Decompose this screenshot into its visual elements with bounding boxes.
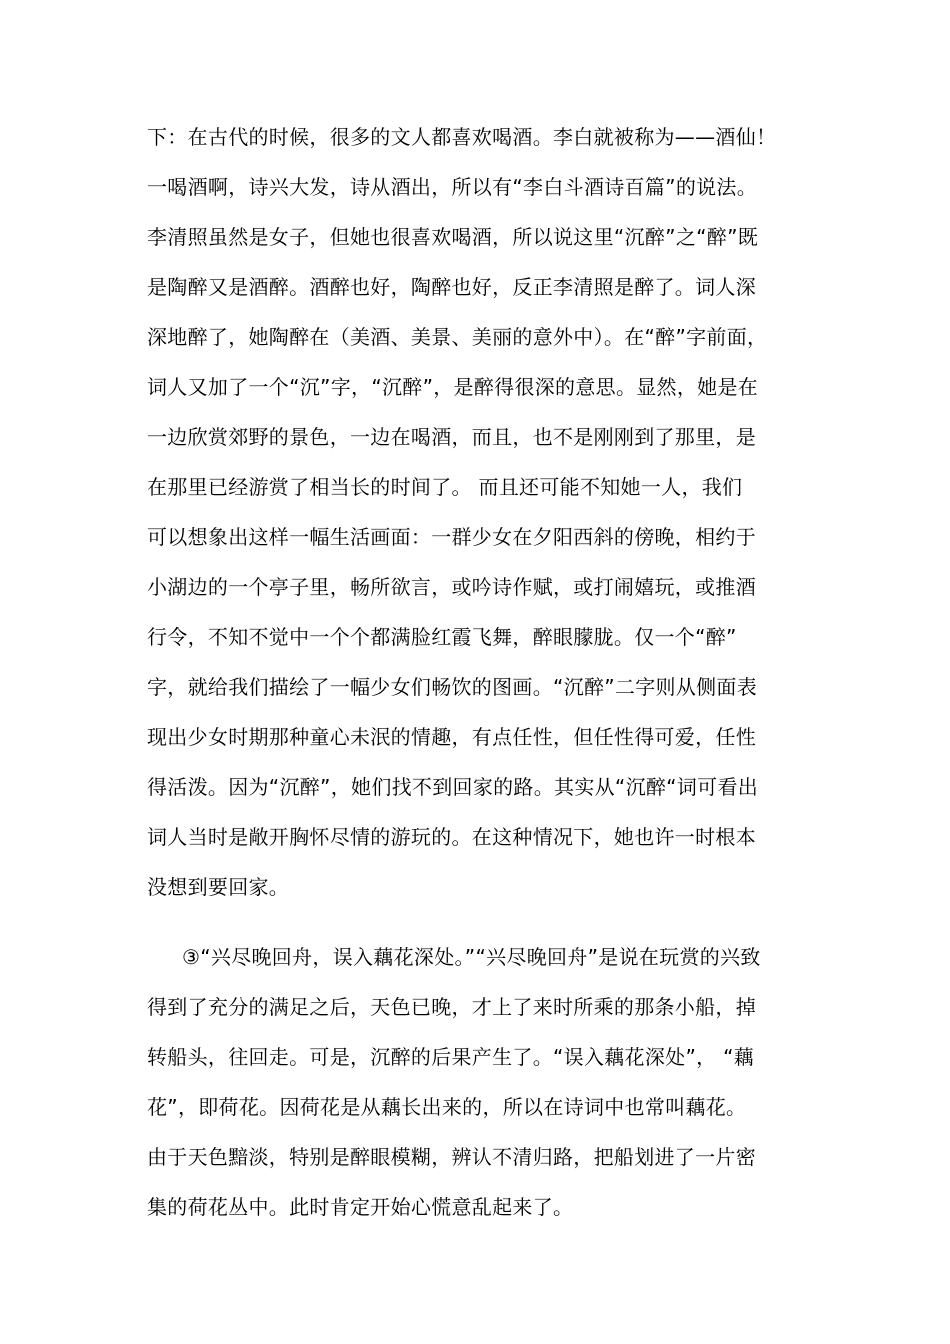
text-line: 现出少女时期那种童心未泯的情趣，有点任性，但任性得可爱，任性 (147, 725, 756, 749)
text-line: 集的荷花丛中。此时肯定开始心慌意乱起来了。 (147, 1195, 574, 1219)
text-line: 得活泼。因为“沉醉”，她们找不到回家的路。其实从“沉醉“词可看出 (147, 775, 759, 799)
text-line: 词人又加了一个“沉”字，“沉醉”，是醉得很深的意思。显然，她是在 (147, 375, 759, 399)
text-line: 是陶醉又是酒醉。酒醉也好，陶醉也好，反正李清照是醉了。词人深 (147, 275, 756, 299)
text-line: 李清照虽然是女子，但她也很喜欢喝酒，所以说这里“沉醉”之“醉”既 (147, 225, 759, 249)
text-line: 由于天色黯淡，特别是醉眼模糊，辨认不清归路，把船划进了一片密 (147, 1145, 756, 1169)
text-line: ③“兴尽晚回舟，误入藕花深处。”“兴尽晚回舟”是说在玩赏的兴致 (182, 945, 761, 969)
text-line: 一边欣赏郊野的景色，一边在喝酒，而且，也不是刚刚到了那里，是 (147, 425, 756, 449)
text-line: 可以想象出这样一幅生活画面：一群少女在夕阳西斜的傍晚，相约于 (147, 525, 756, 549)
text-line: 字，就给我们描绘了一幅少女们畅饮的图画。“沉醉”二字则从侧面表 (147, 675, 758, 699)
text-line: 没想到要回家。 (147, 875, 290, 899)
text-line: 花”，即荷花。因荷花是从藕长出来的，所以在诗词中也常叫藕花。 (147, 1095, 747, 1119)
text-line: 在那里已经游赏了相当长的时间了。 而且还可能不知她一人，我们 (147, 475, 743, 499)
text-line: 下：在古代的时候，很多的文人都喜欢喝酒。李白就被称为——酒仙！ (147, 125, 777, 149)
text-line: 转船头，往回走。可是，沉醉的后果产生了。“误入藕花深处”， “藕 (147, 1045, 755, 1069)
text-line: 一喝酒啊，诗兴大发，诗从酒出，所以有“李白斗酒诗百篇”的说法。 (147, 175, 758, 199)
text-line: 小湖边的一个亭子里，畅所欲言，或吟诗作赋，或打闹嬉玩，或推酒 (147, 575, 756, 599)
text-line: 深地醉了，她陶醉在（美酒、美景、美丽的意外中）。在“醉”字前面， (147, 325, 768, 349)
text-line: 得到了充分的满足之后，天色已晚，才上了来时所乘的那条小船，掉 (147, 995, 756, 1019)
text-line: 词人当时是敞开胸怀尽情的游玩的。在这种情况下，她也许一时根本 (147, 825, 756, 849)
text-line: 行令，不知不觉中一个个都满脸红霞飞舞，醉眼朦胧。仅一个“醉” (147, 625, 737, 649)
